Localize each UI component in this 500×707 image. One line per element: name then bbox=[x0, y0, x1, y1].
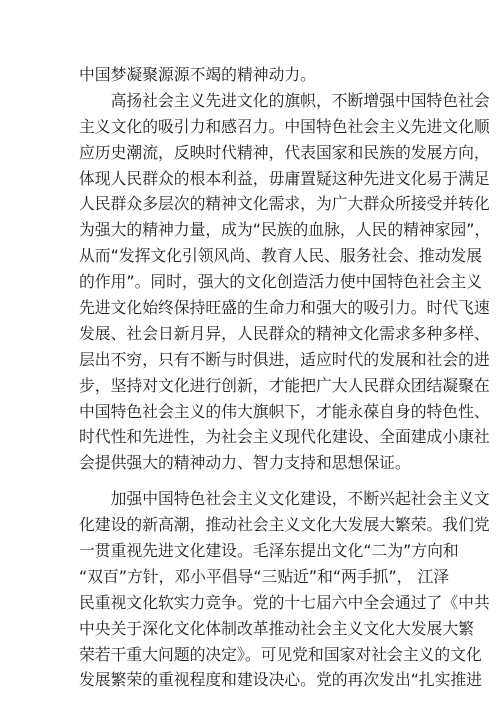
text-line: “双百”方针，邓小平倡导“三贴近”和“两手抓”， 江泽 bbox=[79, 566, 450, 586]
text-line: 体现人民群众的根本利益，毋庸置疑这种先进文化易于满足 bbox=[79, 168, 490, 188]
paragraph-2 bbox=[79, 88, 491, 476]
text-line: 发展、社会日新月异，人民群众的精神文化需求多种多样、 bbox=[79, 323, 490, 343]
text-line: 化建设的新高潮，推动社会主义文化大发展大繁荣。我们党 bbox=[79, 515, 490, 535]
text-line: 先进文化始终保持旺盛的生命力和强大的吸引力。时代飞速 bbox=[79, 298, 490, 318]
text-line: 发展繁荣的重视程度和建设决心。党的再次发出“扎实推进 bbox=[79, 670, 483, 690]
text-line: 应历史潮流，反映时代精神，代表国家和民族的发展方向， bbox=[79, 142, 490, 162]
text-line: 中国特色社会主义的伟大旗帜下，才能永葆自身的特色性、 bbox=[79, 401, 490, 421]
text-line: 为强大的精神力量，成为“民族的血脉，人民的精神家园”， bbox=[79, 220, 491, 240]
text-line: 会提供强大的精神动力、智力支持和思想保证。 bbox=[79, 453, 411, 473]
paragraph-1 bbox=[79, 62, 426, 88]
text-line: 层出不穷，只有不断与时俱进，适应时代的发展和社会的进 bbox=[79, 349, 490, 369]
text-line: 时代性和先进性，为社会主义现代化建设、全面建成小康社 bbox=[79, 427, 490, 447]
text-line: 高扬社会主义先进文化的旗帜，不断增强中国特色社会 bbox=[79, 90, 490, 110]
text-line: 荣若干重大问题的决定》。可见党和国家对社会主义的文化 bbox=[79, 644, 482, 664]
text-line: 中国梦凝聚源源不竭的精神动力。 bbox=[79, 65, 316, 84]
text-line: 中央关于深化文化体制改革推动社会主义文化大发展大繁 bbox=[79, 618, 474, 638]
text-line: 民重视文化软实力竞争。党的十七届六中全会通过了《中共 bbox=[79, 592, 490, 612]
paragraph-gap bbox=[79, 476, 426, 486]
text-line: 的作用”。同时，强大的文化创造活力使中国特色社会主义 bbox=[79, 272, 483, 292]
text-line: 从而“发挥文化引领风尚、教育人民、服务社会、推动发展 bbox=[79, 246, 483, 266]
text-line: 一贯重视先进文化建设。毛泽东提出文化“二为”方向和 bbox=[79, 541, 459, 561]
document-page bbox=[79, 62, 491, 693]
text-line: 步，坚持对文化进行创新，才能把广大人民群众团结凝聚在 bbox=[79, 375, 490, 395]
text-line: 加强中国特色社会主义文化建设，不断兴起社会主义文 bbox=[79, 489, 490, 509]
text-line: 主义文化的吸引力和感召力。中国特色社会主义先进文化顺 bbox=[79, 116, 490, 136]
paragraph-3 bbox=[79, 486, 490, 693]
text-line: 人民群众多层次的精神文化需求，为广大群众所接受并转化 bbox=[79, 194, 490, 214]
